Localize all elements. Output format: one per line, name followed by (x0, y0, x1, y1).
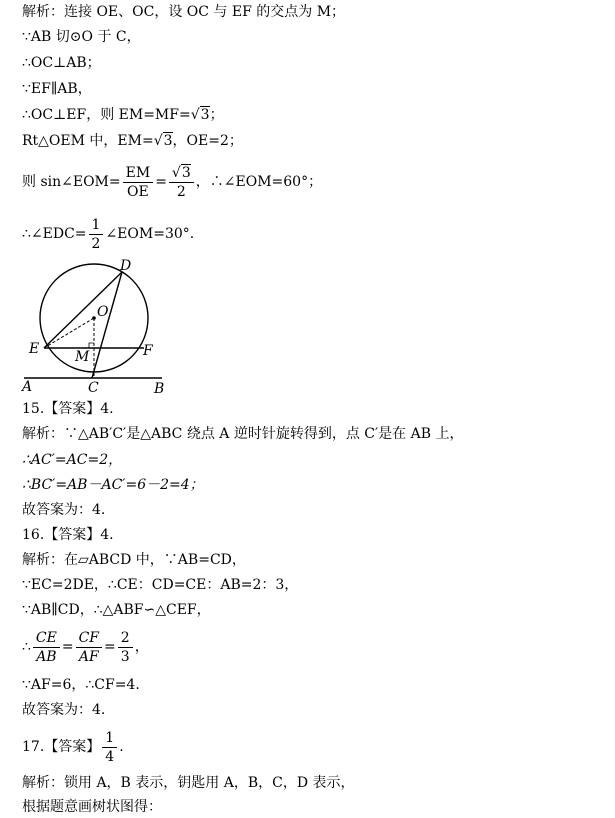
line6-end: ，OE=2； (172, 133, 243, 149)
center-point (92, 316, 96, 320)
period: . (119, 739, 124, 755)
solution-line-8 (22, 212, 194, 256)
solution-line-1: 解析：连接 OE、OC，设 OC 与 EF 的交点为 M； (22, 4, 346, 20)
fraction-sqrt3-2: $\frac{√3}{2}$ (169, 164, 194, 201)
equals-sign: = (155, 174, 167, 190)
q15-solution-3: ∴BC′=AB－AC′=6－2=4； (22, 477, 204, 493)
q16-solution-5: ∵AF=6，∴CF=4. (22, 677, 140, 693)
q17-answer (22, 725, 124, 769)
line5-end: ； (209, 107, 224, 123)
label-b: B (154, 381, 165, 397)
line7-end: ，∴∠EOM=60°； (195, 174, 323, 190)
q15-conclusion: 故答案为：4. (22, 502, 106, 518)
solution-line-3: ∴OC⊥AB； (22, 55, 101, 71)
label-f: F (143, 343, 153, 359)
q16-conclusion: 故答案为：4. (22, 702, 106, 718)
fraction-two-thirds: $\frac{2}{3}$ (118, 629, 133, 666)
fraction-one-half: $\frac{1}{2}$ (89, 216, 104, 253)
line6-text: Rt△OEM 中，EM= (22, 133, 154, 149)
label-m: M (75, 349, 90, 365)
q16-solution-2: ∵EC=2DE，∴CE：CD=CE：AB=2：3， (22, 577, 299, 593)
line8-end: ∠EOM=30°. (105, 226, 195, 242)
segment-ed (44, 272, 122, 348)
fraction-one-quarter: $\frac{1}{4}$ (102, 729, 117, 766)
label-a: A (22, 379, 33, 395)
line7-text: 则 sin∠EOM= (22, 174, 121, 190)
segment-dc (92, 272, 122, 378)
therefore-sign: ∴ (22, 639, 31, 655)
label-e: E (29, 341, 40, 357)
q17-solution-1: 解析：锁用 A，B 表示，钥匙用 A，B，C，D 表示， (22, 775, 355, 791)
segment-oe (44, 318, 94, 348)
q16-solution-3: ∵AB∥CD，∴△ABF∽△CEF， (22, 602, 211, 618)
label-o: O (97, 304, 109, 320)
label-d: D (120, 258, 132, 274)
q15-answer: 15.【答案】4. (22, 401, 114, 417)
label-c: C (88, 380, 99, 396)
fraction-em-oe: $\frac{EM}{OE}$ (123, 164, 154, 201)
geometry-figure (20, 258, 170, 398)
solution-line-4: ∵EF∥AB， (22, 81, 92, 97)
q17-answer-label: 17.【答案】 (22, 739, 101, 755)
solution-line-6 (22, 131, 243, 151)
fraction-cf-af: $\frac{CF}{AF}$ (76, 629, 102, 666)
q16-solution-1: 解析：在▱ABCD 中，∵AB=CD， (22, 552, 246, 568)
q15-solution-1: 解析：∵△AB′C′是△ABC 绕点 A 逆时针旋转得到，点 C′是在 AB 上， (22, 426, 464, 442)
q16-solution-4 (22, 625, 149, 669)
solution-line-7 (22, 160, 322, 204)
q16-answer: 16.【答案】4. (22, 527, 114, 543)
fraction-ce-ab: $\frac{CE}{AB}$ (33, 629, 60, 666)
line5-text: ∴OC⊥EF，则 EM=MF= (22, 107, 191, 123)
line8-text: ∴∠EDC= (22, 226, 87, 242)
solution-line-5 (22, 105, 224, 125)
q15-solution-2: ∴AC′=AC=2， (22, 452, 123, 468)
sqrt-symbol: √3 (153, 133, 173, 149)
sqrt-symbol: √3 (190, 107, 210, 123)
equals-sign: = (104, 639, 116, 655)
comma: ， (134, 639, 149, 655)
right-angle-mark (89, 343, 94, 348)
solution-line-2: ∵AB 切⊙O 于 C， (22, 29, 141, 45)
equals-sign: = (61, 639, 74, 655)
q17-solution-2: 根据题意画树状图得： (22, 799, 162, 815)
